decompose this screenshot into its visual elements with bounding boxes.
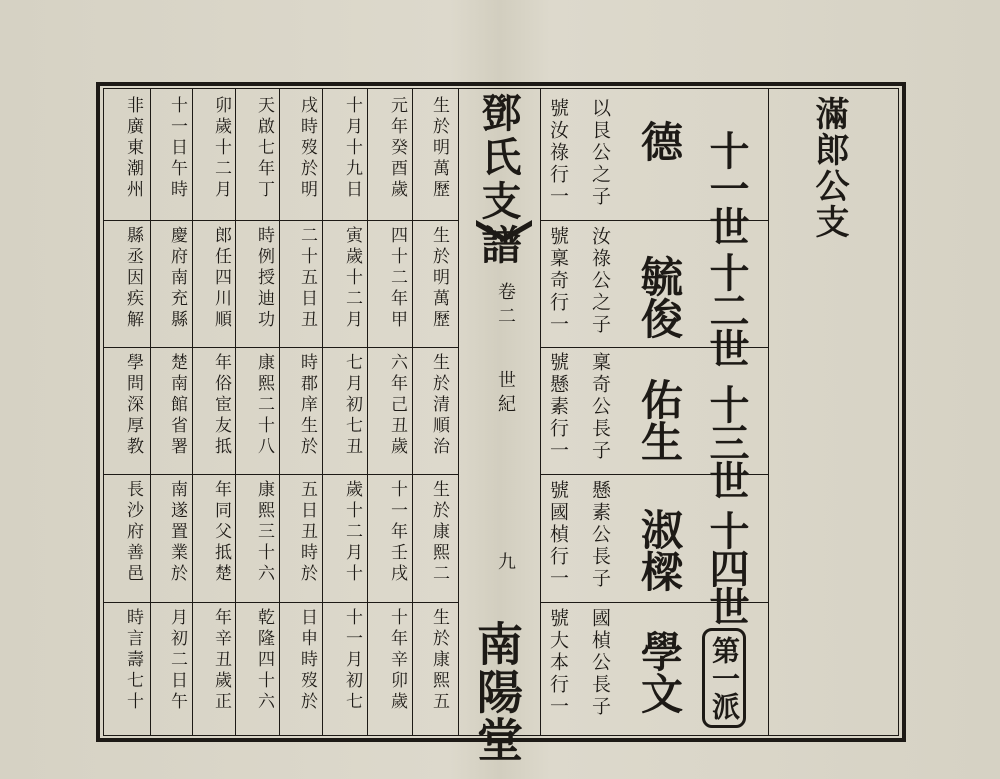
record-text: 生於清順治 (429, 353, 449, 458)
generation-label: 十二世 (703, 252, 750, 366)
row-rule (103, 347, 458, 348)
column-rule (192, 88, 193, 736)
generation-label: 十三世 (703, 384, 750, 498)
courtesy-name: 號稟奇行一 (547, 226, 569, 336)
record-text: 四十二年甲 (387, 226, 407, 331)
record-text: 十一月初七 (342, 608, 362, 713)
record-text: 時郡庠生於 (297, 353, 317, 458)
record-text: 七月初七丑 (342, 353, 362, 458)
record-text: 年同父抵楚 (211, 480, 231, 585)
record-text: 天啟七年丁 (254, 96, 274, 201)
record-text: 非廣東潮州 (123, 96, 143, 201)
record-text: 二十五日丑 (297, 226, 317, 331)
column-rule (768, 88, 769, 736)
record-text: 慶府南充縣 (167, 226, 187, 331)
hall-name: 南陽堂 (470, 620, 524, 764)
record-text: 康熙二十八 (254, 353, 274, 458)
branch-title: 滿郎公支 (809, 96, 849, 240)
record-text: 年俗宦友抵 (211, 353, 231, 458)
column-rule (279, 88, 280, 736)
record-text: 十一年壬戌 (387, 480, 407, 585)
section-label: 世紀 (495, 370, 516, 418)
column-rule (235, 88, 236, 736)
record-text: 六年己丑歲 (387, 353, 407, 458)
column-rule (458, 88, 459, 736)
record-text: 生於康熙二 (429, 480, 449, 585)
record-text: 歲十二月十 (342, 480, 362, 585)
column-rule (150, 88, 151, 736)
row-rule (103, 220, 458, 221)
record-text: 學問深厚教 (123, 353, 143, 458)
father-relation: 以艮公之子 (589, 98, 611, 208)
record-text: 時言壽七十 (123, 608, 143, 713)
column-rule (322, 88, 323, 736)
record-text: 楚南館省署 (167, 353, 187, 458)
column-rule (367, 88, 368, 736)
record-text: 十一日午時 (167, 96, 187, 201)
branch-badge-text: 第一派 (708, 636, 741, 720)
record-text: 五日丑時於 (297, 480, 317, 585)
person-name: 淑樑 (635, 508, 684, 592)
record-text: 十月十九日 (342, 96, 362, 201)
record-text: 時例授迪功 (254, 226, 274, 331)
record-text: 生於明萬歷 (429, 96, 449, 201)
record-text: 乾隆四十六 (254, 608, 274, 713)
column-rule (540, 88, 541, 736)
person-name: 毓俊 (635, 255, 684, 339)
record-text: 寅歲十二月 (342, 226, 362, 331)
father-relation: 稟奇公長子 (589, 352, 611, 462)
record-text: 十年辛卯歲 (387, 608, 407, 713)
volume-label: 卷二 (495, 282, 516, 330)
book-title: 鄧氏支譜 (475, 92, 522, 268)
courtesy-name: 號汝祿行一 (547, 98, 569, 208)
fish-tail-ornament-icon (474, 218, 534, 244)
person-name: 德 (635, 120, 684, 162)
father-relation: 汝祿公之子 (589, 226, 611, 336)
record-text: 縣丞因疾解 (123, 226, 143, 331)
page-number: 九 (495, 552, 516, 576)
record-text: 卯歲十二月 (211, 96, 231, 201)
row-rule (103, 474, 458, 475)
record-text: 戌時歿於明 (297, 96, 317, 201)
record-text: 長沙府善邑 (123, 480, 143, 585)
courtesy-name: 號懸素行一 (547, 352, 569, 462)
record-text: 年辛丑歲正 (211, 608, 231, 713)
person-name: 學文 (635, 630, 684, 714)
record-text: 元年癸酉歲 (387, 96, 407, 201)
courtesy-name: 號大本行一 (547, 608, 569, 718)
father-relation: 國楨公長子 (589, 608, 611, 718)
generation-label: 十四世 (703, 510, 750, 624)
record-text: 南遂置業於 (167, 480, 187, 585)
branch-badge (702, 628, 746, 728)
record-text: 生於明萬歷 (429, 226, 449, 331)
record-text: 月初二日午 (167, 608, 187, 713)
record-text: 康熙三十六 (254, 480, 274, 585)
person-name: 佑生 (635, 378, 684, 462)
row-rule (103, 602, 458, 603)
father-relation: 懸素公長子 (589, 480, 611, 590)
record-text: 日申時歿於 (297, 608, 317, 713)
courtesy-name: 號國楨行一 (547, 480, 569, 590)
record-text: 郎任四川順 (211, 226, 231, 331)
column-rule (412, 88, 413, 736)
generation-label: 十一世 (703, 130, 750, 244)
record-text: 生於康熙五 (429, 608, 449, 713)
